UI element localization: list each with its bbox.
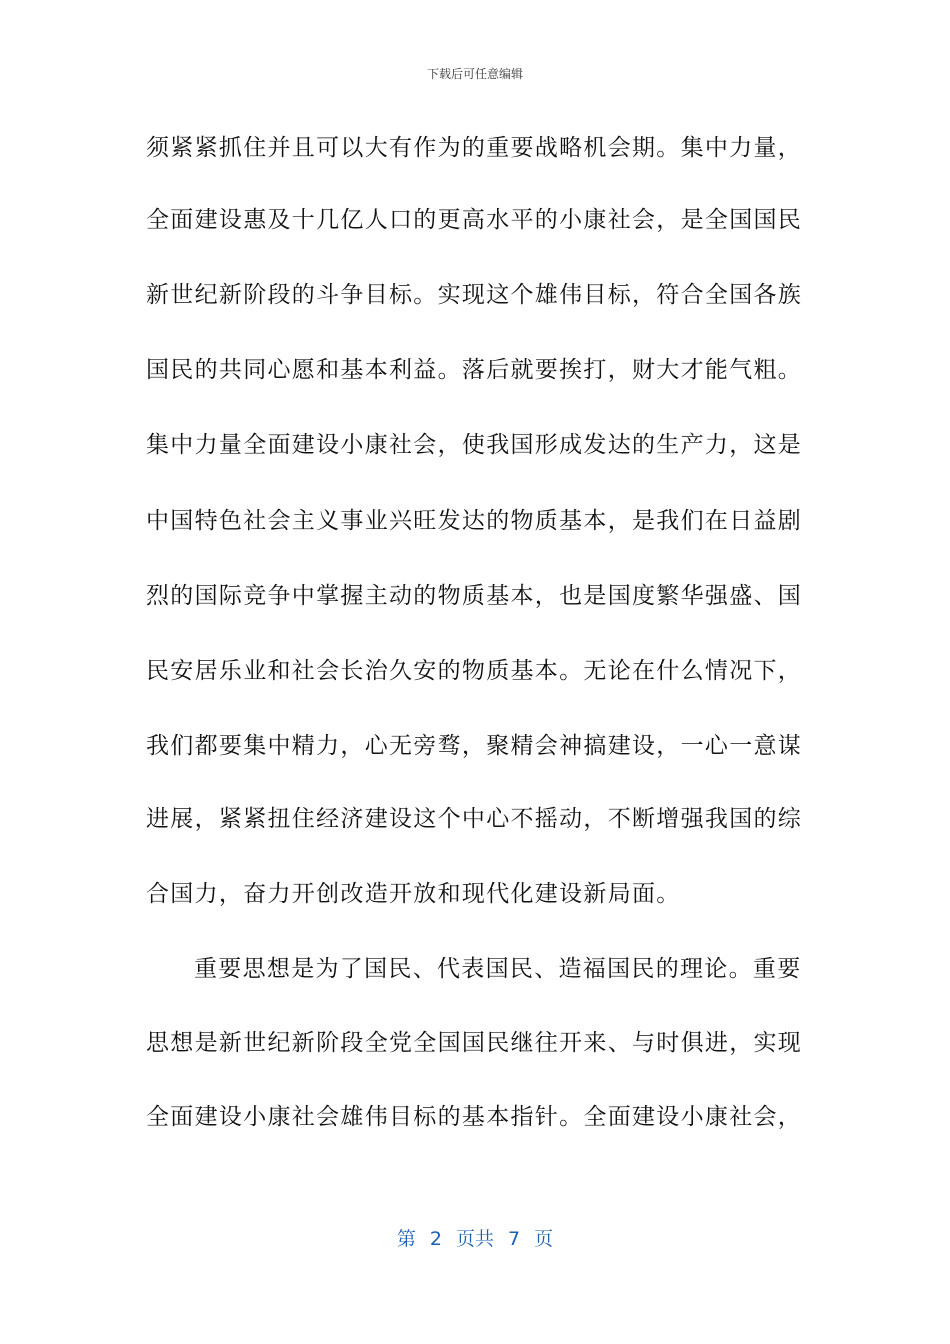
text-line: 须紧紧抓住并且可以大有作为的重要战略机会期。集中力量， [146,135,803,161]
text-line: 全面建设小康社会雄伟目标的基本指针。全面建设小康社会， [146,1104,803,1130]
text-line: 新世纪新阶段的斗争目标。实现这个雄伟目标，符合全国各族 [146,282,803,308]
text-line: 我们都要集中精力，心无旁骛，聚精会神搞建设，一心一意谋 [146,733,803,759]
text-line: 全面建设惠及十几亿人口的更高水平的小康社会，是全国国民 [146,207,803,233]
text-line: 思想是新世纪新阶段全党全国国民继往开来、与时俱进，实现 [146,1030,803,1056]
text-line: 民安居乐业和社会长治久安的物质基本。无论在什么情况下， [146,658,803,684]
text-line: 烈的国际竞争中掌握主动的物质基本，也是国度繁华强盛、国 [146,583,803,609]
text-line: 进展，紧紧扭住经济建设这个中心不摇动，不断增强我国的综 [146,806,803,832]
text-line: 国民的共同心愿和基本利益。落后就要挨打，财大才能气粗。 [146,357,803,383]
text-line: 集中力量全面建设小康社会，使我国形成发达的生产力，这是 [146,432,803,458]
page-header: 下载后可任意编辑 [426,67,523,81]
text-line: 合国力，奋力开创改造开放和现代化建设新局面。 [146,881,681,907]
page-number-footer: 第 2 页共 7 页 [396,1228,554,1250]
text-line: 中国特色社会主义事业兴旺发达的物质基本，是我们在日益剧 [146,508,803,534]
paragraph-first-line: 重要思想是为了国民、代表国民、造福国民的理论。重要 [194,956,802,982]
